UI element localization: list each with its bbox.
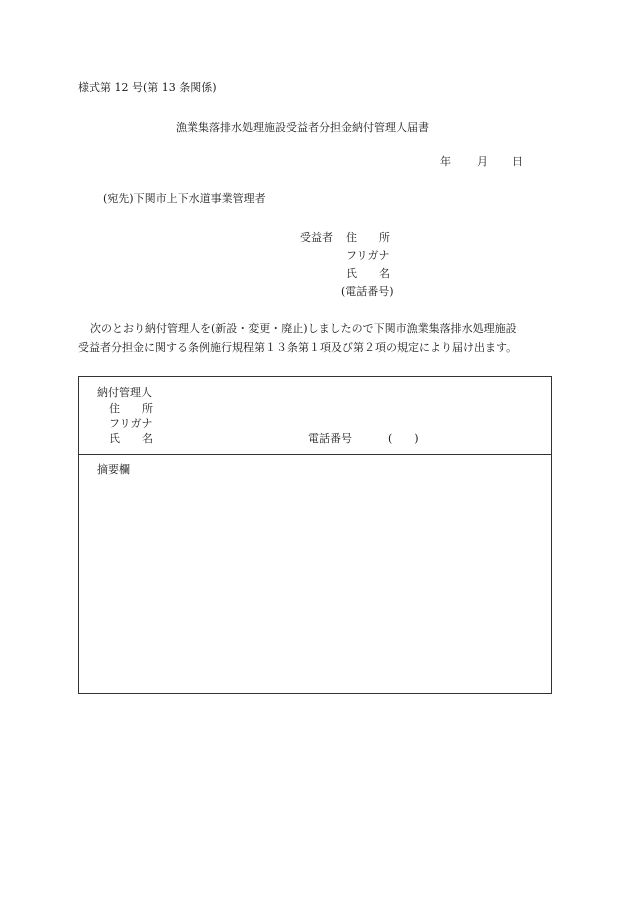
date-day: 日 — [512, 155, 523, 168]
manager-address-label: 住 所 — [109, 402, 153, 415]
date-year: 年 — [440, 155, 451, 168]
beneficiary-heading: 受益者 — [300, 231, 333, 244]
manager-heading: 納付管理人 — [97, 386, 152, 399]
form-number: 様式第 12 号(第 13 条関係) — [78, 81, 217, 94]
remarks-label: 摘要欄 — [97, 463, 130, 476]
beneficiary-furigana-label: フリガナ — [346, 249, 390, 262]
manager-phone-label: 電話番号 — [308, 432, 352, 445]
beneficiary-address-label: 住 所 — [346, 231, 390, 244]
form-title: 漁業集落排水処理施設受益者分担金納付管理人届書 — [176, 121, 429, 134]
addressee: (宛先)下関市上下水道事業管理者 — [103, 192, 266, 205]
manager-furigana-label: フリガナ — [109, 417, 153, 430]
body-text-line-1: 次のとおり納付管理人を(新設・変更・廃止)しましたので下関市漁業集落排水処理施設 — [90, 322, 517, 335]
manager-form-box — [78, 376, 552, 694]
manager-name-label: 氏 名 — [109, 432, 153, 445]
beneficiary-name-label: 氏 名 — [346, 267, 390, 280]
section-divider — [79, 454, 551, 455]
beneficiary-phone-label: (電話番号) — [341, 285, 394, 298]
date-month: 月 — [477, 155, 488, 168]
manager-phone-parens: ( ) — [388, 432, 419, 445]
body-text-line-2: 受益者分担金に関する条例施行規程第１３条第１項及び第２項の規定により届け出ます。 — [78, 341, 518, 354]
